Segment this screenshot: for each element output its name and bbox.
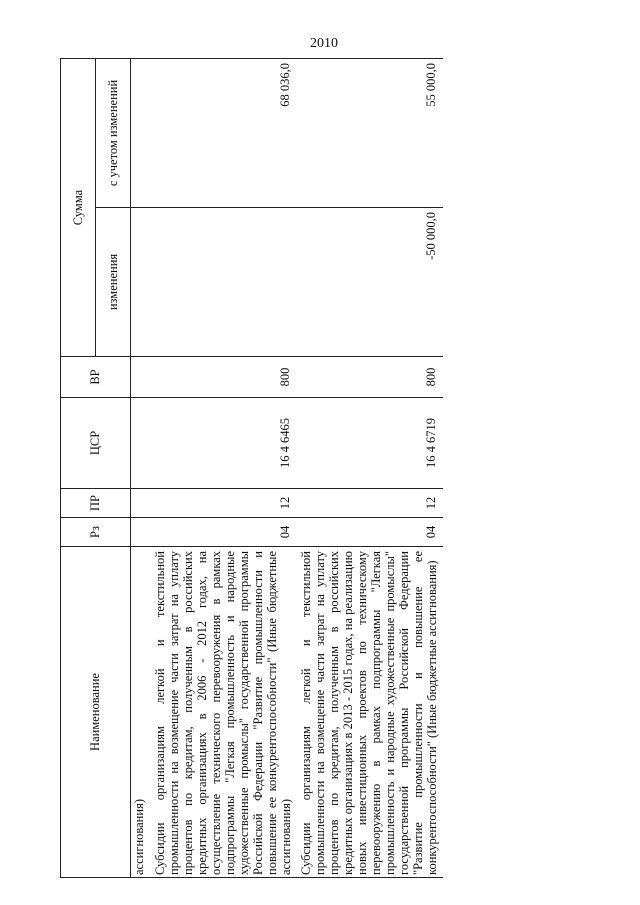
row-changes: -50 000,0 xyxy=(297,208,443,357)
row-pr: 12 xyxy=(151,489,297,518)
row-with-changes: 68 036,0 xyxy=(151,59,297,208)
row-name: Субсидии организациям легкой и текстильной промышленности на возмещение части затрат на уплату процентов по кредитам, полученным в российских кредитных организациях в 2006 - 2012 годах, на осуществление технического перевооружения в рамках подпрограммы "Легкая промышленность и народные художественные промыслы" государственной программы Российской Федерации "Развитие промышленности и повышение ее конкурентоспособности" (Иные бюджетные ассигнования) xyxy=(151,547,297,878)
row-rz: 04 xyxy=(151,518,297,547)
header-name: Наименование xyxy=(61,547,131,878)
landscape-content xyxy=(60,58,600,878)
row-with-changes: 55 000,0 xyxy=(297,59,443,208)
budget-table xyxy=(60,58,443,878)
header-with-changes: с учетом изменений xyxy=(96,59,131,208)
table-row xyxy=(297,59,443,878)
row-pr: 12 xyxy=(297,489,443,518)
page-number: 2010 xyxy=(310,36,338,51)
header-sum: Сумма xyxy=(61,59,96,357)
row-csr: 16 4 6719 xyxy=(297,398,443,489)
header-changes: изменения xyxy=(96,208,131,357)
row-vr: 800 xyxy=(297,357,443,398)
row-name: Субсидии организациям легкой и текстильной промышленности на возмещение части затрат на уплату процентов по кредитам, полученным в российских кредитных организациях в 2013 - 2015 годах, на реализацию новых инвестиционных проектов по техническому перевооружению в рамках подпрограммы "Легкая промышленность и народные художественные промыслы" государственной программы Российской Федерации "Развитие промышленности и повышение ее конкурентоспособности" (Иные бюджетные ассигнования) xyxy=(297,547,443,878)
rotated-page xyxy=(60,58,600,878)
row-csr: 16 4 6465 xyxy=(151,398,297,489)
row-vr: 800 xyxy=(151,357,297,398)
header-csr: ЦСР xyxy=(61,398,131,489)
row-changes xyxy=(151,208,297,357)
continuation-text: ассигнования) xyxy=(131,547,151,878)
header-vr: ВР xyxy=(61,357,131,398)
row-rz: 04 xyxy=(297,518,443,547)
header-rz: Рз xyxy=(61,518,131,547)
table-row xyxy=(151,59,297,878)
table-row-continuation xyxy=(131,59,151,878)
header-pr: ПР xyxy=(61,489,131,518)
